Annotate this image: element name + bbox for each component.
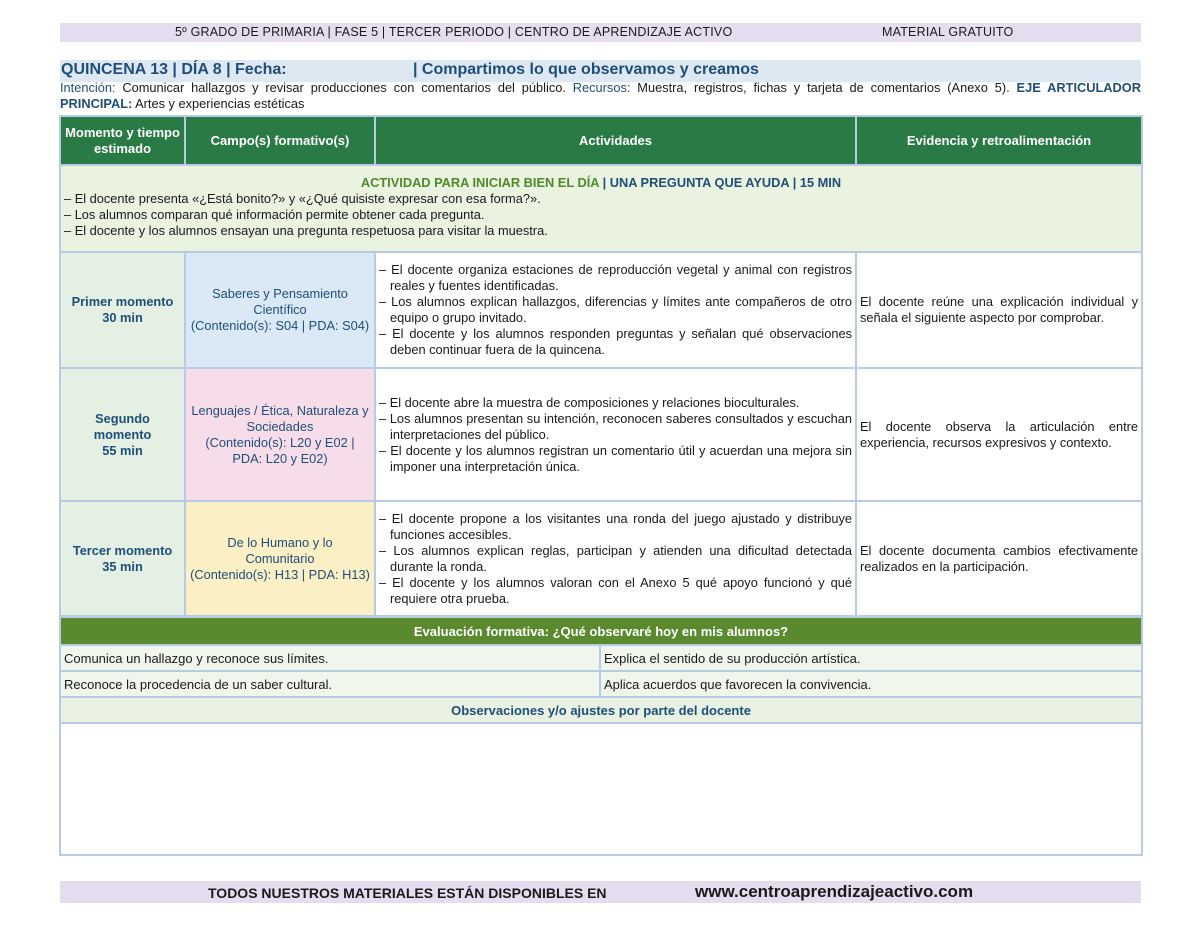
list-item: – El docente presenta «¿Está bonito?» y «¿Qué quisiste expresar con esa forma?». [64,191,1138,207]
moment-cell [60,501,185,616]
resources-text: Muestra, registros, fichas y tarjeta de comentarios (Anexo 5). [630,80,1017,95]
list-item: – Los alumnos presentan su intención, reconocen saberes consultados y escuchan interpretaciones del público. [379,411,852,443]
evaluation-cell: Comunica un hallazgo y reconoce sus límites. [60,645,600,671]
campo-cell [185,501,375,616]
activities-cell [375,501,856,616]
list-item: – El docente organiza estaciones de reproducción vegetal y animal con registros reales y fuentes identificadas. [379,262,852,294]
list-item: – El docente abre la muestra de composiciones y relaciones bioculturales. [379,395,852,411]
start-day-row [60,165,1142,252]
table-row [60,501,1142,616]
campo-cell [185,252,375,368]
start-day-cell [60,165,1142,252]
footer-link[interactable]: www.centroaprendizajeactivo.com [695,882,974,901]
list-item: – El docente y los alumnos responden preguntas y señalan qué observaciones deben continuar fuera de la quincena. [379,326,852,358]
footer-text: TODOS NUESTROS MATERIALES ESTÁN DISPONIBLES EN [208,885,607,901]
contenido-label: (Contenido(s): S04 | PDA: S04) [190,318,370,333]
footer-banner [60,881,1141,903]
top-banner [60,23,1141,42]
header-moment: Momento y tiempo estimado [60,116,185,165]
evidence-cell: El docente reúne una explicación individual y señala el siguiente aspecto por comprobar. [856,252,1142,368]
header-evidence: Evidencia y retroalimentación [856,116,1142,165]
plan-table [59,115,1143,617]
list-item: – Los alumnos comparan qué información permite obtener cada pregunta. [64,207,1138,223]
observations-title: Observaciones y/o ajustes por parte del docente [60,697,1142,723]
list-item: – Los alumnos explican hallazgos, diferencias y límites ante compañeros de otro equipo o grupo invitado. [379,294,852,326]
moment-time: 30 min [102,310,143,325]
start-day-title [64,175,1138,191]
moment-cell [60,368,185,501]
header-text: 5º GRADO DE PRIMARIA | FASE 5 | TERCER PERIODO | CENTRO DE APRENDIZAJE ACTIVO [175,25,733,39]
evaluation-table [59,616,1143,856]
page-title [60,60,1141,82]
moment-label: Primer momento [71,294,174,309]
evaluation-cell: Explica el sentido de su producción artística. [600,645,1142,671]
axis-label: EJE ARTICULADOR PRINCIPAL: [60,80,1141,111]
campo-label: De lo Humano y lo Comunitario [227,534,333,566]
table-row [60,252,1142,368]
evidence-cell: El docente observa la articulación entre experiencia, recursos expresivos y contexto. [856,368,1142,501]
evaluation-cell: Reconoce la procedencia de un saber cultural. [60,671,600,697]
campo-label: Saberes y Pensamiento Científico [212,286,348,317]
header-campo: Campo(s) formativo(s) [185,116,375,165]
title-session: | Compartimos lo que observamos y creamos [413,61,759,78]
table-header-row [60,116,1142,165]
moment-label: Tercer momento [72,542,173,558]
header-activities: Actividades [375,116,856,165]
observations-area[interactable] [60,723,1142,855]
header-free-label: MATERIAL GRATUITO [882,25,1014,39]
moment-cell [60,252,185,368]
evaluation-title: Evaluación formativa: ¿Qué observaré hoy en mis alumnos? [60,617,1142,645]
list-item: – El docente y los alumnos ensayan una pregunta respetuosa para visitar la muestra. [64,223,1138,239]
resources-label: Recursos: [572,80,631,95]
table-row [60,368,1142,501]
title-date: QUINCENA 13 | DÍA 8 | Fecha: [61,61,287,78]
list-item: – El docente propone a los visitantes una ronda del juego ajustado y distribuye funciones accesibles. [379,511,852,543]
intent-text: Comunicar hallazgos y revisar producciones con comentarios del público. [115,80,573,95]
activities-cell [375,368,856,501]
start-day-title-green: ACTIVIDAD PARA INICIAR BIEN EL DÍA [360,175,600,190]
contenido-label: (Contenido(s): L20 y E02 | PDA: L20 y E02) [205,434,355,466]
axis-text: Artes y experiencias estéticas [132,96,305,111]
contenido-label: (Contenido(s): H13 | PDA: H13) [190,566,370,582]
campo-label: Lenguajes / Ética, Naturaleza y Sociedades [191,402,369,434]
list-item: – El docente y los alumnos valoran con el Anexo 5 qué apoyo funcionó y qué requiere otra prueba. [379,575,852,607]
campo-cell [185,368,375,501]
evidence-cell: El docente documenta cambios efectivamente realizados en la participación. [856,501,1142,616]
list-item: – Los alumnos explican reglas, participan y atienden una dificultad detectada durante la ronda. [379,543,852,575]
moment-time: 55 min [102,442,143,458]
moment-time: 35 min [102,558,143,574]
start-day-title-blue: | UNA PREGUNTA QUE AYUDA | 15 MIN [599,175,842,190]
moment-label: Segundo momento [93,410,152,442]
intent-paragraph [60,80,1141,112]
activities-cell [375,252,856,368]
intent-label: Intención: [60,80,116,95]
evaluation-cell: Aplica acuerdos que favorecen la convivencia. [600,671,1142,697]
list-item: – El docente y los alumnos registran un comentario útil y acuerdan una mejora sin imponer una interpretación única. [379,443,852,475]
